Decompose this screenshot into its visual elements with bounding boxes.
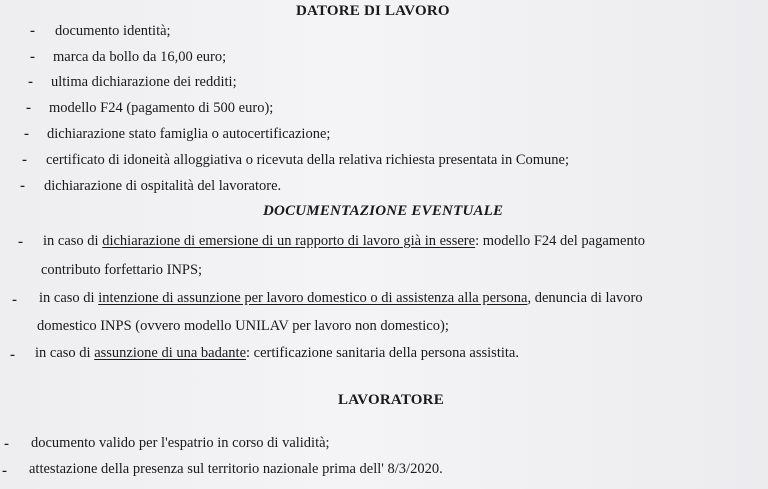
item-suffix: , denuncia di lavoro: [527, 290, 643, 306]
section-title-datore: DATORE DI LAVORO: [296, 3, 450, 19]
section-title-lavoratore: LAVORATORE: [338, 392, 444, 408]
item-prefix: in caso di: [35, 345, 95, 361]
bullet-dash: -: [20, 178, 25, 194]
list-item: dichiarazione stato famiglia o autocertificazione;: [47, 126, 331, 142]
section-title-documentazione: DOCUMENTAZIONE EVENTUALE: [263, 203, 504, 219]
bullet-dash: -: [10, 347, 15, 363]
underlined-text: dichiarazione di emersione di un rapporto di lavoro già in essere: [102, 233, 476, 249]
bullet-dash: -: [28, 74, 33, 90]
list-item: documento identità;: [55, 23, 171, 39]
item-prefix: in caso di: [39, 290, 99, 306]
list-item-continuation: domestico INPS (ovvero modello UNILAV per lavoro non domestico);: [37, 318, 449, 334]
list-item-emersione: [43, 233, 645, 250]
bullet-dash: -: [12, 292, 17, 308]
list-item: ultima dichiarazione dei redditi;: [51, 74, 237, 90]
bullet-dash: -: [2, 463, 7, 479]
list-item: dichiarazione di ospitalità del lavoratore.: [44, 178, 282, 194]
item-suffix: : modello F24 del pagamento: [475, 233, 646, 249]
underlined-text: assunzione di una badante: [94, 345, 246, 361]
item-prefix: in caso di: [43, 233, 103, 249]
bullet-dash: -: [30, 23, 35, 39]
bullet-dash: -: [4, 436, 9, 452]
bullet-dash: -: [26, 100, 31, 116]
list-item: marca da bollo da 16,00 euro;: [53, 49, 227, 65]
list-item: modello F24 (pagamento di 500 euro);: [49, 100, 274, 116]
item-suffix: : certificazione sanitaria della persona assistita.: [246, 345, 519, 361]
underlined-text: intenzione di assunzione per lavoro domestico o di assistenza alla persona: [98, 290, 528, 306]
bullet-dash: -: [30, 49, 35, 65]
list-item-assunzione-domestico: [39, 290, 643, 307]
list-item-badante: [35, 345, 519, 362]
list-item: attestazione della presenza sul territorio nazionale prima dell' 8/3/2020.: [29, 461, 443, 477]
list-item: documento valido per l'espatrio in corso di validità;: [31, 435, 330, 451]
list-item: certificato di idoneità alloggiativa o ricevuta della relativa richiesta presentata in Comune;: [46, 152, 569, 168]
bullet-dash: -: [24, 126, 29, 142]
list-item-continuation: contributo forfettario INPS;: [41, 262, 203, 278]
bullet-dash: -: [18, 234, 23, 250]
bullet-dash: -: [22, 152, 27, 168]
